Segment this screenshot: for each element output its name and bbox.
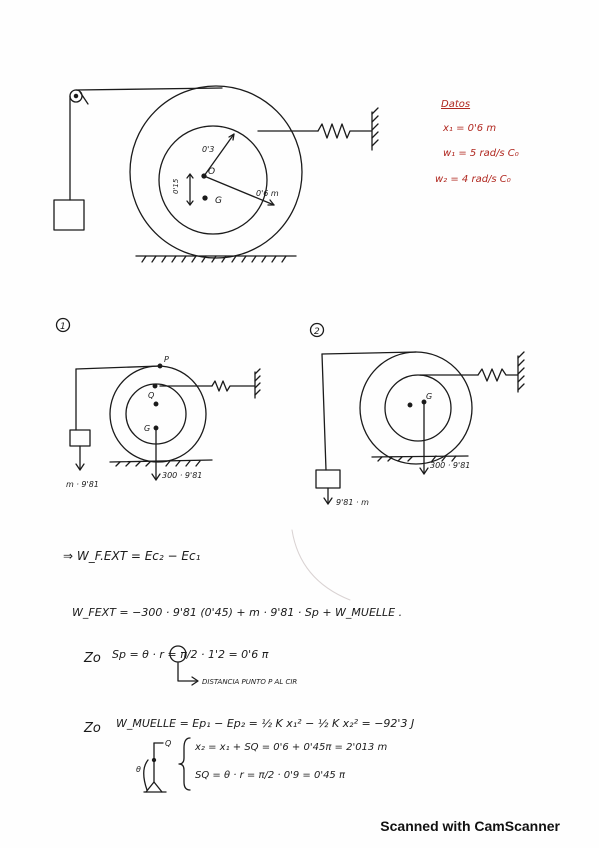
label-g: G	[215, 196, 222, 206]
outer-disk	[130, 86, 302, 258]
fig2-inner-disk	[385, 375, 451, 441]
eq-sp: Sp = θ · r = π/2 · 1'2 = 0'6 π	[112, 648, 269, 661]
brace	[179, 738, 190, 790]
datos-line-2: w₁ = 5 rad/s C₀	[443, 148, 519, 159]
figure-1	[57, 319, 261, 481]
fig2-number: 2	[314, 327, 320, 337]
eq-sq: SQ = θ · r = π/2 · 0'9 = 0'45 π	[195, 770, 345, 781]
eq-sp-note: DISTANCIA PUNTO P AL CIR	[202, 678, 298, 686]
sketch-label-q: Q	[165, 739, 172, 748]
fig1-outer-disk	[110, 366, 206, 462]
fig2-outer-disk	[360, 352, 472, 464]
label-0-6m: 0'6 m	[256, 189, 279, 198]
eq-wmuelle: W_MUELLE = Ep₁ − Ep₂ = ½ K x₁² − ½ K x₂² = −92'3 J	[116, 717, 415, 730]
pivot-sketch	[144, 743, 166, 792]
sketch-label-theta: θ	[136, 765, 141, 774]
datos-line-3: w₂ = 4 rad/s C₀	[435, 174, 511, 185]
fig2-block	[316, 470, 340, 488]
figure-2	[311, 324, 525, 505]
datos-title: Datos	[441, 99, 471, 110]
fig1-label-q: Q	[148, 391, 155, 400]
fig2-label-mg: 9'81 · m	[336, 498, 369, 507]
fig1-label-mg: m · 9'81	[66, 480, 99, 489]
label-o: O	[208, 167, 216, 177]
fig2-label-weight: 300 · 9'81	[430, 461, 471, 470]
fig1-block	[70, 430, 90, 446]
eq-sp-prefix: Zo	[84, 651, 101, 666]
spring-icon	[318, 124, 372, 138]
fig1-label-p: P	[164, 355, 169, 364]
fig1-number: 1	[60, 322, 66, 332]
fig1-label-weight: 300 · 9'81	[162, 471, 203, 480]
label-0-3: 0'3	[202, 145, 215, 154]
datos-line-1: x₁ = 0'6 m	[443, 123, 497, 134]
label-0-15: 0'15	[172, 178, 180, 194]
eq-x2: x₂ = x₁ + SQ = 0'6 + 0'45π = 2'013 m	[195, 742, 388, 753]
fig2-label-g: G	[426, 392, 433, 401]
main-figure	[54, 86, 378, 262]
eq-wfext: W_FEXT = −300 · 9'81 (0'45) + m · 9'81 · Sp + W_MUELLE .	[72, 606, 403, 619]
eq-energy: ⇒ W_F.EXT = Ec₂ − Ec₁	[63, 549, 201, 563]
hanging-block	[54, 200, 84, 230]
fig1-label-g: G	[144, 424, 151, 433]
eq-wmuelle-prefix: Zo	[84, 721, 101, 736]
camscanner-footer: Scanned with CamScanner	[380, 818, 560, 834]
